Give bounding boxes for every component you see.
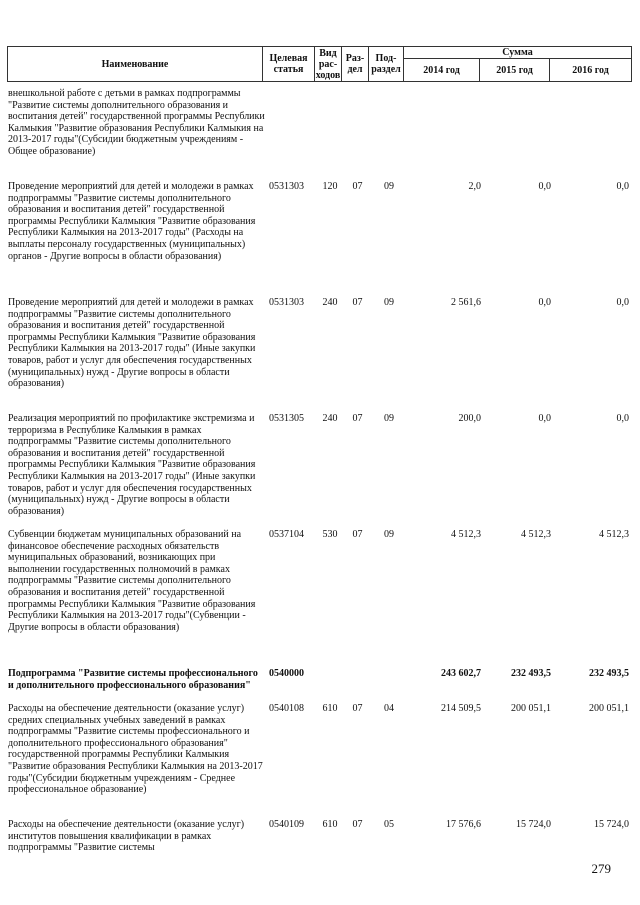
table-row <box>7 819 631 854</box>
row-vid: 240 <box>322 413 338 424</box>
row-name: Проведение мероприятий для детей и молодежи в рамках подпрограммы "Развитие системы дополнительного образования и воспитания детей" государственной программы Республики Калмыкия "Развитие образования Республики Калмыкия на 2013-2017 годы" (Иные закупки товаров, работ и услуг для обеспечения государственных (муниципальных) нужд - Другие вопросы в области образования) <box>8 297 256 390</box>
header-year-2016: 2016 год <box>550 59 632 82</box>
header-podrazdel: Под-раздел <box>369 47 404 82</box>
row-sum-2014: 2 561,6 <box>451 297 481 308</box>
row-name: Подпрограмма "Развитие системы профессионального и дополнительного профессионального образования" <box>8 668 258 691</box>
row-razdel: 07 <box>352 297 363 308</box>
table-row <box>7 703 631 819</box>
row-sum-2016: 0,0 <box>616 297 629 308</box>
row-vid: 610 <box>322 703 338 714</box>
row-sum-2015: 0,0 <box>538 297 551 308</box>
row-sum-2015: 0,0 <box>538 413 551 424</box>
table-row <box>7 413 631 529</box>
header-vid: Вид рас-ходов <box>315 47 341 81</box>
row-sum-2014: 4 512,3 <box>451 529 481 540</box>
row-sum-2016: 4 512,3 <box>599 529 629 540</box>
page-number: 279 <box>591 861 611 876</box>
row-code: 0531305 <box>269 413 304 424</box>
row-vid: 610 <box>322 819 338 830</box>
row-name: Проведение мероприятий для детей и молодежи в рамках подпрограммы "Развитие системы дополнительного образования и воспитания детей" государственной программы Республики Калмыкия "Развитие образования Республики Калмыкия на 2013-2017 годы" (Расходы на выплаты персоналу государственных (муниципальных) органов - Другие вопросы в области образования) <box>8 181 256 262</box>
row-sum-2015: 0,0 <box>538 181 551 192</box>
row-podrazdel: 09 <box>384 529 394 540</box>
row-razdel: 07 <box>352 819 363 830</box>
row-sum-2016: 0,0 <box>616 181 629 192</box>
row-name: внешкольной работе с детьми в рамках подпрограммы "Развитие системы дополнительного образования и воспитания детей" государственной программы Республики Калмыкия "Развитие образования Республики Калмыкия на 2013-2017 годы"(Субсидии бюджетным учреждениям - Общее образование) <box>8 88 265 157</box>
row-sum-2014: 214 509,5 <box>441 703 481 714</box>
row-vid: 120 <box>322 181 338 192</box>
header-razdel: Раз-дел <box>342 47 369 82</box>
row-name: Расходы на обеспечение деятельности (оказание услуг) институтов повышения квалификации в рамках подпрограммы "Развитие системы <box>8 819 245 854</box>
row-sum-2015: 232 493,5 <box>511 668 551 679</box>
row-name: Реализация мероприятий по профилактике экстремизма и терроризма в Республике Калмыкия в рамках подпрограммы "Развитие системы дополнительного образования и воспитания детей" государственной программы Республики Калмыкия "Развитие образования Республики Калмыкия на 2013-2017 годы" (Иные закупки товаров, работ и услуг для обеспечения государственных (муниципальных) нужд - Другие вопросы в области образования) <box>8 413 256 517</box>
row-code: 0540108 <box>269 703 304 714</box>
row-name: Субвенции бюджетам муниципальных образований на финансовое обеспечение расходных обязательств муниципальных образований, возникающих при выполнении государственных полномочий в рамках подпрограммы "Развитие системы дополнительного образования и воспитания детей" государственной программы Республики Калмыкия "Развитие образования Республики Калмыкия на 2013-2017 годы"(Субвенции - Другие вопросы в области образования) <box>8 529 256 633</box>
row-sum-2014: 243 602,7 <box>441 668 481 679</box>
row-sum-2015: 4 512,3 <box>521 529 551 540</box>
row-name: Расходы на обеспечение деятельности (оказание услуг) средних специальных учебных заведений в рамках подпрограммы "Развитие системы профессионального и дополнительного профессионального образования" государственной программы Республики Калмыкия "Развитие образования Республики Калмыкия на 2013-2017 годы"(Субсидии бюджетным учреждениям - Среднее профессиональное образование) <box>8 703 263 796</box>
row-code: 0537104 <box>269 529 304 540</box>
table-body <box>7 88 631 854</box>
table-row <box>7 181 631 297</box>
table-row <box>7 88 631 181</box>
row-sum-2016: 200 051,1 <box>589 703 629 714</box>
row-razdel: 07 <box>352 413 363 424</box>
header-year-2014: 2014 год <box>404 59 480 82</box>
row-code: 0540000 <box>269 668 304 679</box>
row-podrazdel: 04 <box>384 703 394 714</box>
row-razdel: 07 <box>352 529 363 540</box>
row-code: 0531303 <box>269 297 304 308</box>
row-code: 0540109 <box>269 819 304 830</box>
row-sum-2014: 2,0 <box>468 181 481 192</box>
table-header <box>7 46 632 82</box>
row-podrazdel: 05 <box>384 819 394 830</box>
header-name: Наименование <box>8 47 263 82</box>
row-podrazdel: 09 <box>384 413 394 424</box>
table-row <box>7 297 631 413</box>
row-code: 0531303 <box>269 181 304 192</box>
header-summa: Сумма <box>404 47 632 59</box>
header-code: Целевая статья <box>263 47 315 82</box>
row-sum-2016: 232 493,5 <box>589 668 629 679</box>
header-year-2015: 2015 год <box>480 59 550 82</box>
row-sum-2015: 200 051,1 <box>511 703 551 714</box>
table-row <box>7 529 631 668</box>
row-razdel: 07 <box>352 703 363 714</box>
row-sum-2015: 15 724,0 <box>516 819 551 830</box>
row-sum-2014: 200,0 <box>458 413 481 424</box>
row-podrazdel: 09 <box>384 297 394 308</box>
table-row-subprogram <box>7 668 631 703</box>
row-podrazdel: 09 <box>384 181 394 192</box>
row-vid: 530 <box>322 529 338 540</box>
row-sum-2016: 15 724,0 <box>594 819 629 830</box>
row-razdel: 07 <box>352 181 363 192</box>
row-vid: 240 <box>322 297 338 308</box>
row-sum-2016: 0,0 <box>616 413 629 424</box>
row-sum-2014: 17 576,6 <box>446 819 481 830</box>
